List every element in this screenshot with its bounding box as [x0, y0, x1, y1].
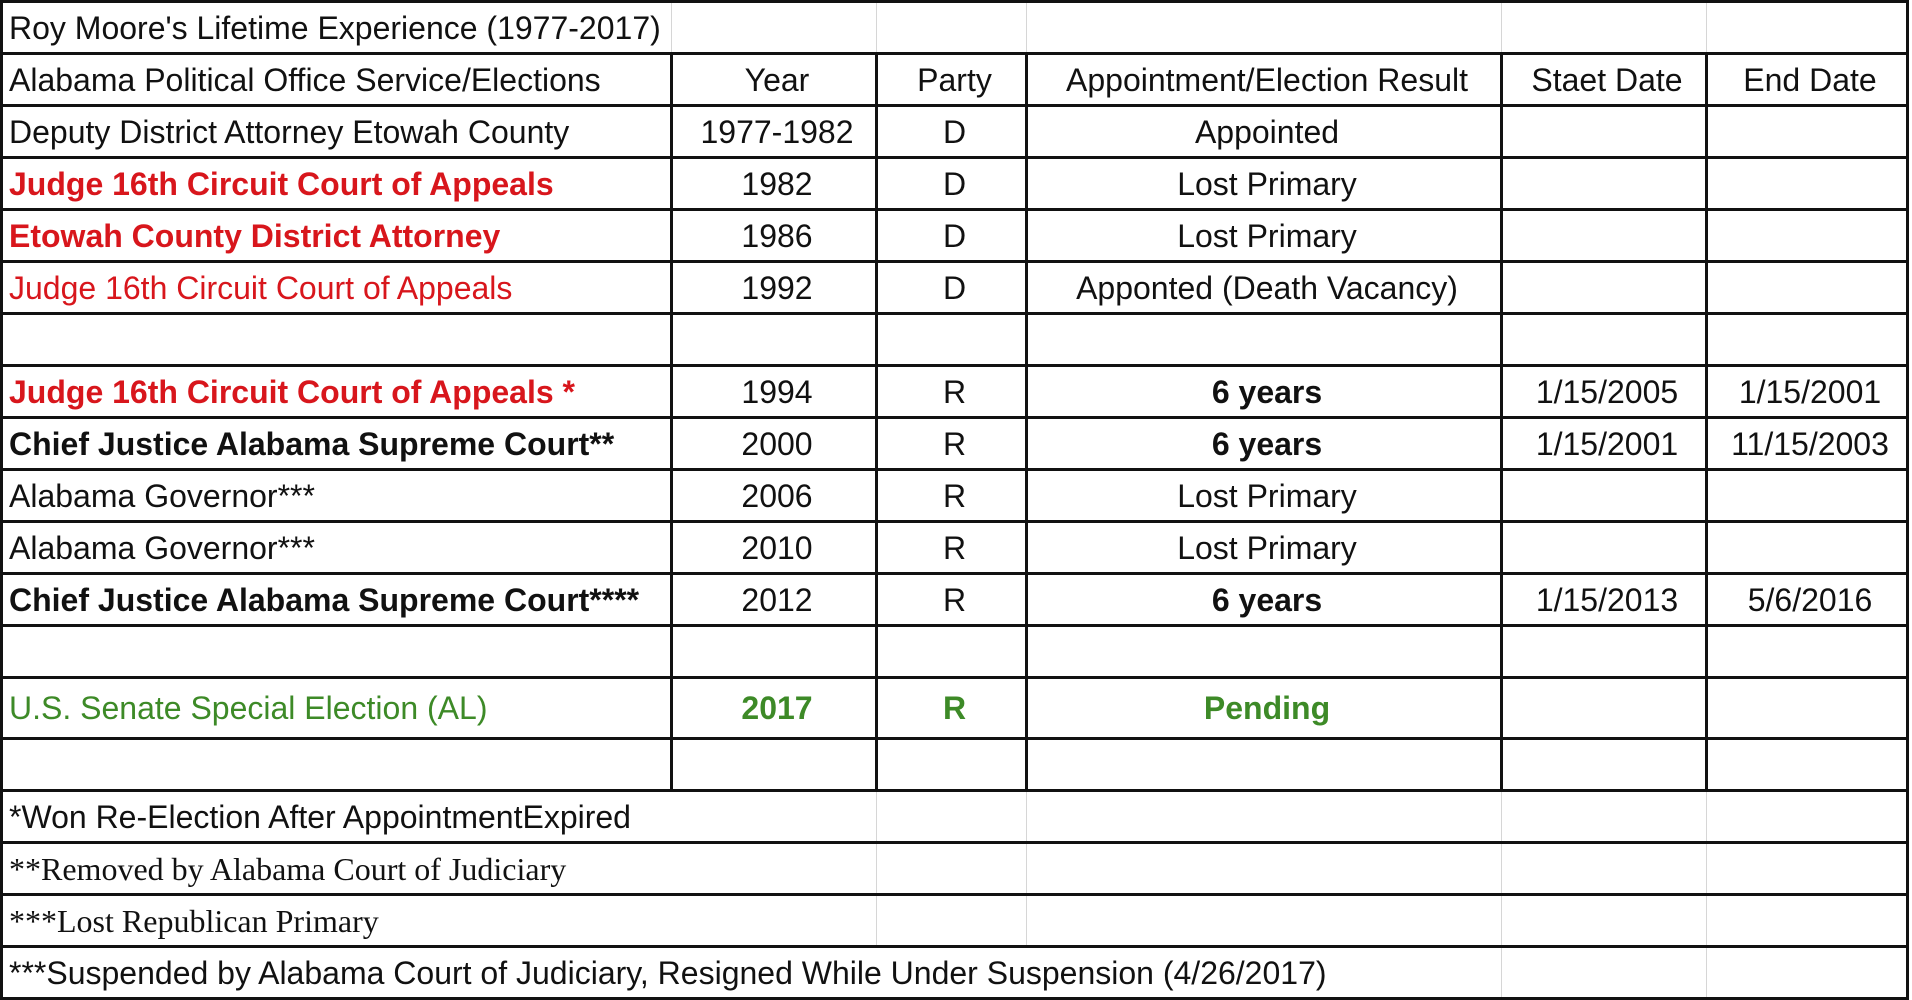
end-date-cell[interactable]: [1707, 470, 1908, 522]
party-cell[interactable]: D: [877, 210, 1027, 262]
year-cell[interactable]: 1986: [672, 210, 877, 262]
empty-cell[interactable]: [877, 843, 1027, 895]
empty-cell[interactable]: [1502, 947, 1707, 999]
end-date-cell[interactable]: 1/15/2001: [1707, 366, 1908, 418]
office-cell[interactable]: [2, 739, 672, 791]
table-row: [2, 314, 1908, 366]
footnote-row: [2, 843, 1908, 895]
start-date-cell[interactable]: 1/15/2001: [1502, 418, 1707, 470]
table-row: [2, 470, 1908, 522]
party-cell[interactable]: [877, 739, 1027, 791]
result-cell[interactable]: Lost Primary: [1027, 522, 1502, 574]
party-cell[interactable]: [877, 626, 1027, 678]
year-cell[interactable]: 2000: [672, 418, 877, 470]
office-cell[interactable]: [2, 626, 672, 678]
empty-cell[interactable]: [1707, 947, 1908, 999]
empty-cell[interactable]: [877, 2, 1027, 54]
header-year[interactable]: Year: [672, 54, 877, 106]
result-cell[interactable]: Lost Primary: [1027, 470, 1502, 522]
empty-cell[interactable]: [1027, 843, 1502, 895]
empty-cell[interactable]: [1502, 2, 1707, 54]
year-cell[interactable]: [672, 314, 877, 366]
footnote[interactable]: **Removed by Alabama Court of Judiciary: [2, 843, 877, 895]
footnote[interactable]: *Won Re-Election After AppointmentExpired: [2, 791, 877, 843]
year-cell[interactable]: [672, 739, 877, 791]
table-row: [2, 678, 1908, 739]
party-cell[interactable]: R: [877, 522, 1027, 574]
party-cell[interactable]: D: [877, 106, 1027, 158]
end-date-cell[interactable]: [1707, 626, 1908, 678]
office-cell[interactable]: Etowah County District Attorney: [2, 210, 672, 262]
result-cell[interactable]: 6 years: [1027, 574, 1502, 626]
start-date-cell[interactable]: [1502, 106, 1707, 158]
empty-cell[interactable]: [877, 791, 1027, 843]
year-cell[interactable]: 1977-1982: [672, 106, 877, 158]
result-cell[interactable]: [1027, 314, 1502, 366]
result-cell[interactable]: [1027, 739, 1502, 791]
start-date-cell[interactable]: [1502, 678, 1707, 739]
office-cell[interactable]: Alabama Governor***: [2, 470, 672, 522]
empty-cell[interactable]: [1027, 791, 1502, 843]
office-cell[interactable]: Judge 16th Circuit Court of Appeals: [2, 262, 672, 314]
start-date-cell[interactable]: [1502, 314, 1707, 366]
empty-cell[interactable]: [1027, 2, 1502, 54]
result-cell[interactable]: Lost Primary: [1027, 158, 1502, 210]
footnote-row: [2, 791, 1908, 843]
start-date-cell[interactable]: [1502, 470, 1707, 522]
table-row: [2, 366, 1908, 418]
office-cell[interactable]: Chief Justice Alabama Supreme Court****: [2, 574, 672, 626]
office-cell[interactable]: U.S. Senate Special Election (AL): [2, 678, 672, 739]
party-cell[interactable]: R: [877, 470, 1027, 522]
start-date-cell[interactable]: [1502, 210, 1707, 262]
empty-cell[interactable]: [1502, 895, 1707, 947]
footnote[interactable]: ***Suspended by Alabama Court of Judiciary, Resigned While Under Suspension (4/26/2017): [2, 947, 1502, 999]
header-party[interactable]: Party: [877, 54, 1027, 106]
end-date-cell[interactable]: [1707, 678, 1908, 739]
result-cell[interactable]: [1027, 626, 1502, 678]
result-cell[interactable]: 6 years: [1027, 366, 1502, 418]
year-cell[interactable]: [672, 626, 877, 678]
office-cell[interactable]: Judge 16th Circuit Court of Appeals *: [2, 366, 672, 418]
party-cell[interactable]: R: [877, 418, 1027, 470]
end-date-cell[interactable]: [1707, 522, 1908, 574]
empty-cell[interactable]: [1027, 895, 1502, 947]
table-row: [2, 739, 1908, 791]
footnote[interactable]: ***Lost Republican Primary: [2, 895, 877, 947]
office-cell[interactable]: Judge 16th Circuit Court of Appeals: [2, 158, 672, 210]
office-cell[interactable]: [2, 314, 672, 366]
start-date-cell[interactable]: [1502, 522, 1707, 574]
start-date-cell[interactable]: [1502, 262, 1707, 314]
table-row: [2, 210, 1908, 262]
footnote-row: [2, 947, 1908, 999]
year-cell[interactable]: 2010: [672, 522, 877, 574]
year-cell[interactable]: 1992: [672, 262, 877, 314]
title-row: [2, 2, 1908, 54]
party-cell[interactable]: D: [877, 158, 1027, 210]
end-date-cell[interactable]: [1707, 739, 1908, 791]
end-date-cell[interactable]: [1707, 106, 1908, 158]
empty-cell[interactable]: [1502, 791, 1707, 843]
year-cell[interactable]: 1994: [672, 366, 877, 418]
party-cell[interactable]: [877, 314, 1027, 366]
header-office[interactable]: Alabama Political Office Service/Elections: [2, 54, 672, 106]
header-result[interactable]: Appointment/Election Result: [1027, 54, 1502, 106]
empty-cell[interactable]: [1707, 791, 1908, 843]
empty-cell[interactable]: [877, 895, 1027, 947]
end-date-cell[interactable]: [1707, 314, 1908, 366]
sheet-title[interactable]: Roy Moore's Lifetime Experience (1977-2017): [2, 2, 672, 54]
result-cell[interactable]: 6 years: [1027, 418, 1502, 470]
office-cell[interactable]: Chief Justice Alabama Supreme Court**: [2, 418, 672, 470]
party-cell[interactable]: R: [877, 366, 1027, 418]
start-date-cell[interactable]: [1502, 158, 1707, 210]
office-cell[interactable]: Alabama Governor***: [2, 522, 672, 574]
empty-cell[interactable]: [672, 2, 877, 54]
header-start-date[interactable]: Staet Date: [1502, 54, 1707, 106]
table-row: [2, 574, 1908, 626]
office-cell[interactable]: Deputy District Attorney Etowah County: [2, 106, 672, 158]
empty-cell[interactable]: [1502, 843, 1707, 895]
result-cell[interactable]: Apponted (Death Vacancy): [1027, 262, 1502, 314]
empty-cell[interactable]: [1707, 2, 1908, 54]
year-cell[interactable]: 2012: [672, 574, 877, 626]
result-cell[interactable]: Lost Primary: [1027, 210, 1502, 262]
result-cell[interactable]: Pending: [1027, 678, 1502, 739]
start-date-cell[interactable]: [1502, 626, 1707, 678]
empty-cell[interactable]: [1707, 895, 1908, 947]
header-row: [2, 54, 1908, 106]
end-date-cell[interactable]: [1707, 262, 1908, 314]
table-row: [2, 418, 1908, 470]
end-date-cell[interactable]: [1707, 210, 1908, 262]
table-row: [2, 106, 1908, 158]
year-cell[interactable]: 2017: [672, 678, 877, 739]
table-row: [2, 626, 1908, 678]
party-cell[interactable]: R: [877, 678, 1027, 739]
party-cell[interactable]: R: [877, 574, 1027, 626]
start-date-cell[interactable]: 1/15/2013: [1502, 574, 1707, 626]
header-end-date[interactable]: End Date: [1707, 54, 1908, 106]
start-date-cell[interactable]: 1/15/2005: [1502, 366, 1707, 418]
end-date-cell[interactable]: 5/6/2016: [1707, 574, 1908, 626]
table-row: [2, 262, 1908, 314]
result-cell[interactable]: Appointed: [1027, 106, 1502, 158]
table-row: [2, 158, 1908, 210]
party-cell[interactable]: D: [877, 262, 1027, 314]
year-cell[interactable]: 1982: [672, 158, 877, 210]
end-date-cell[interactable]: 11/15/2003: [1707, 418, 1908, 470]
table-row: [2, 522, 1908, 574]
end-date-cell[interactable]: [1707, 158, 1908, 210]
start-date-cell[interactable]: [1502, 739, 1707, 791]
empty-cell[interactable]: [1707, 843, 1908, 895]
footnote-row: [2, 895, 1908, 947]
year-cell[interactable]: 2006: [672, 470, 877, 522]
